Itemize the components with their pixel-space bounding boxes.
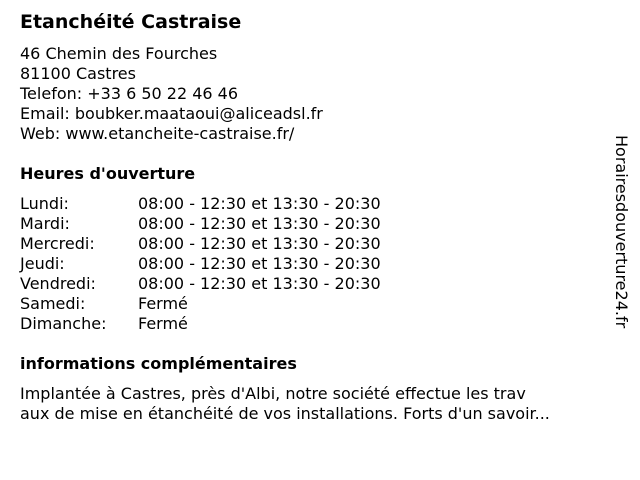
day-hours: 08:00 - 12:30 et 13:30 - 20:30 [138, 214, 381, 233]
email-line: Email: boubker.maataoui@aliceadsl.fr [20, 104, 323, 123]
day-hours: Fermé [138, 314, 188, 333]
address-block [20, 44, 323, 144]
day-label: Vendredi: [20, 274, 96, 293]
site-watermark: Horairesdouverture24.fr [612, 135, 631, 329]
day-label: Mardi: [20, 214, 70, 233]
day-label: Jeudi: [20, 254, 65, 273]
day-label: Lundi: [20, 194, 69, 213]
phone-line: Telefon: +33 6 50 22 46 46 [20, 84, 239, 103]
opening-hours-heading: Heures d'ouverture [20, 164, 196, 183]
day-label: Mercredi: [20, 234, 95, 253]
additional-info-heading: informations complémentaires [20, 354, 297, 373]
description-line: Implantée à Castres, près d'Albi, notre société effectue les trav [20, 384, 526, 403]
day-label: Samedi: [20, 294, 86, 313]
city-line: 81100 Castres [20, 64, 136, 83]
business-name: Etanchéité Castraise [20, 11, 242, 33]
day-hours: 08:00 - 12:30 et 13:30 - 20:30 [138, 254, 381, 273]
day-hours: 08:00 - 12:30 et 13:30 - 20:30 [138, 234, 381, 253]
day-hours: 08:00 - 12:30 et 13:30 - 20:30 [138, 194, 381, 213]
day-hours: Fermé [138, 294, 188, 313]
day-label: Dimanche: [20, 314, 107, 333]
day-hours: 08:00 - 12:30 et 13:30 - 20:30 [138, 274, 381, 293]
description-line: aux de mise en étanchéité de vos installations. Forts d'un savoir... [20, 404, 550, 423]
street-address: 46 Chemin des Fourches [20, 44, 218, 63]
website-line: Web: www.etancheite-castraise.fr/ [20, 124, 295, 143]
business-description [20, 384, 610, 424]
